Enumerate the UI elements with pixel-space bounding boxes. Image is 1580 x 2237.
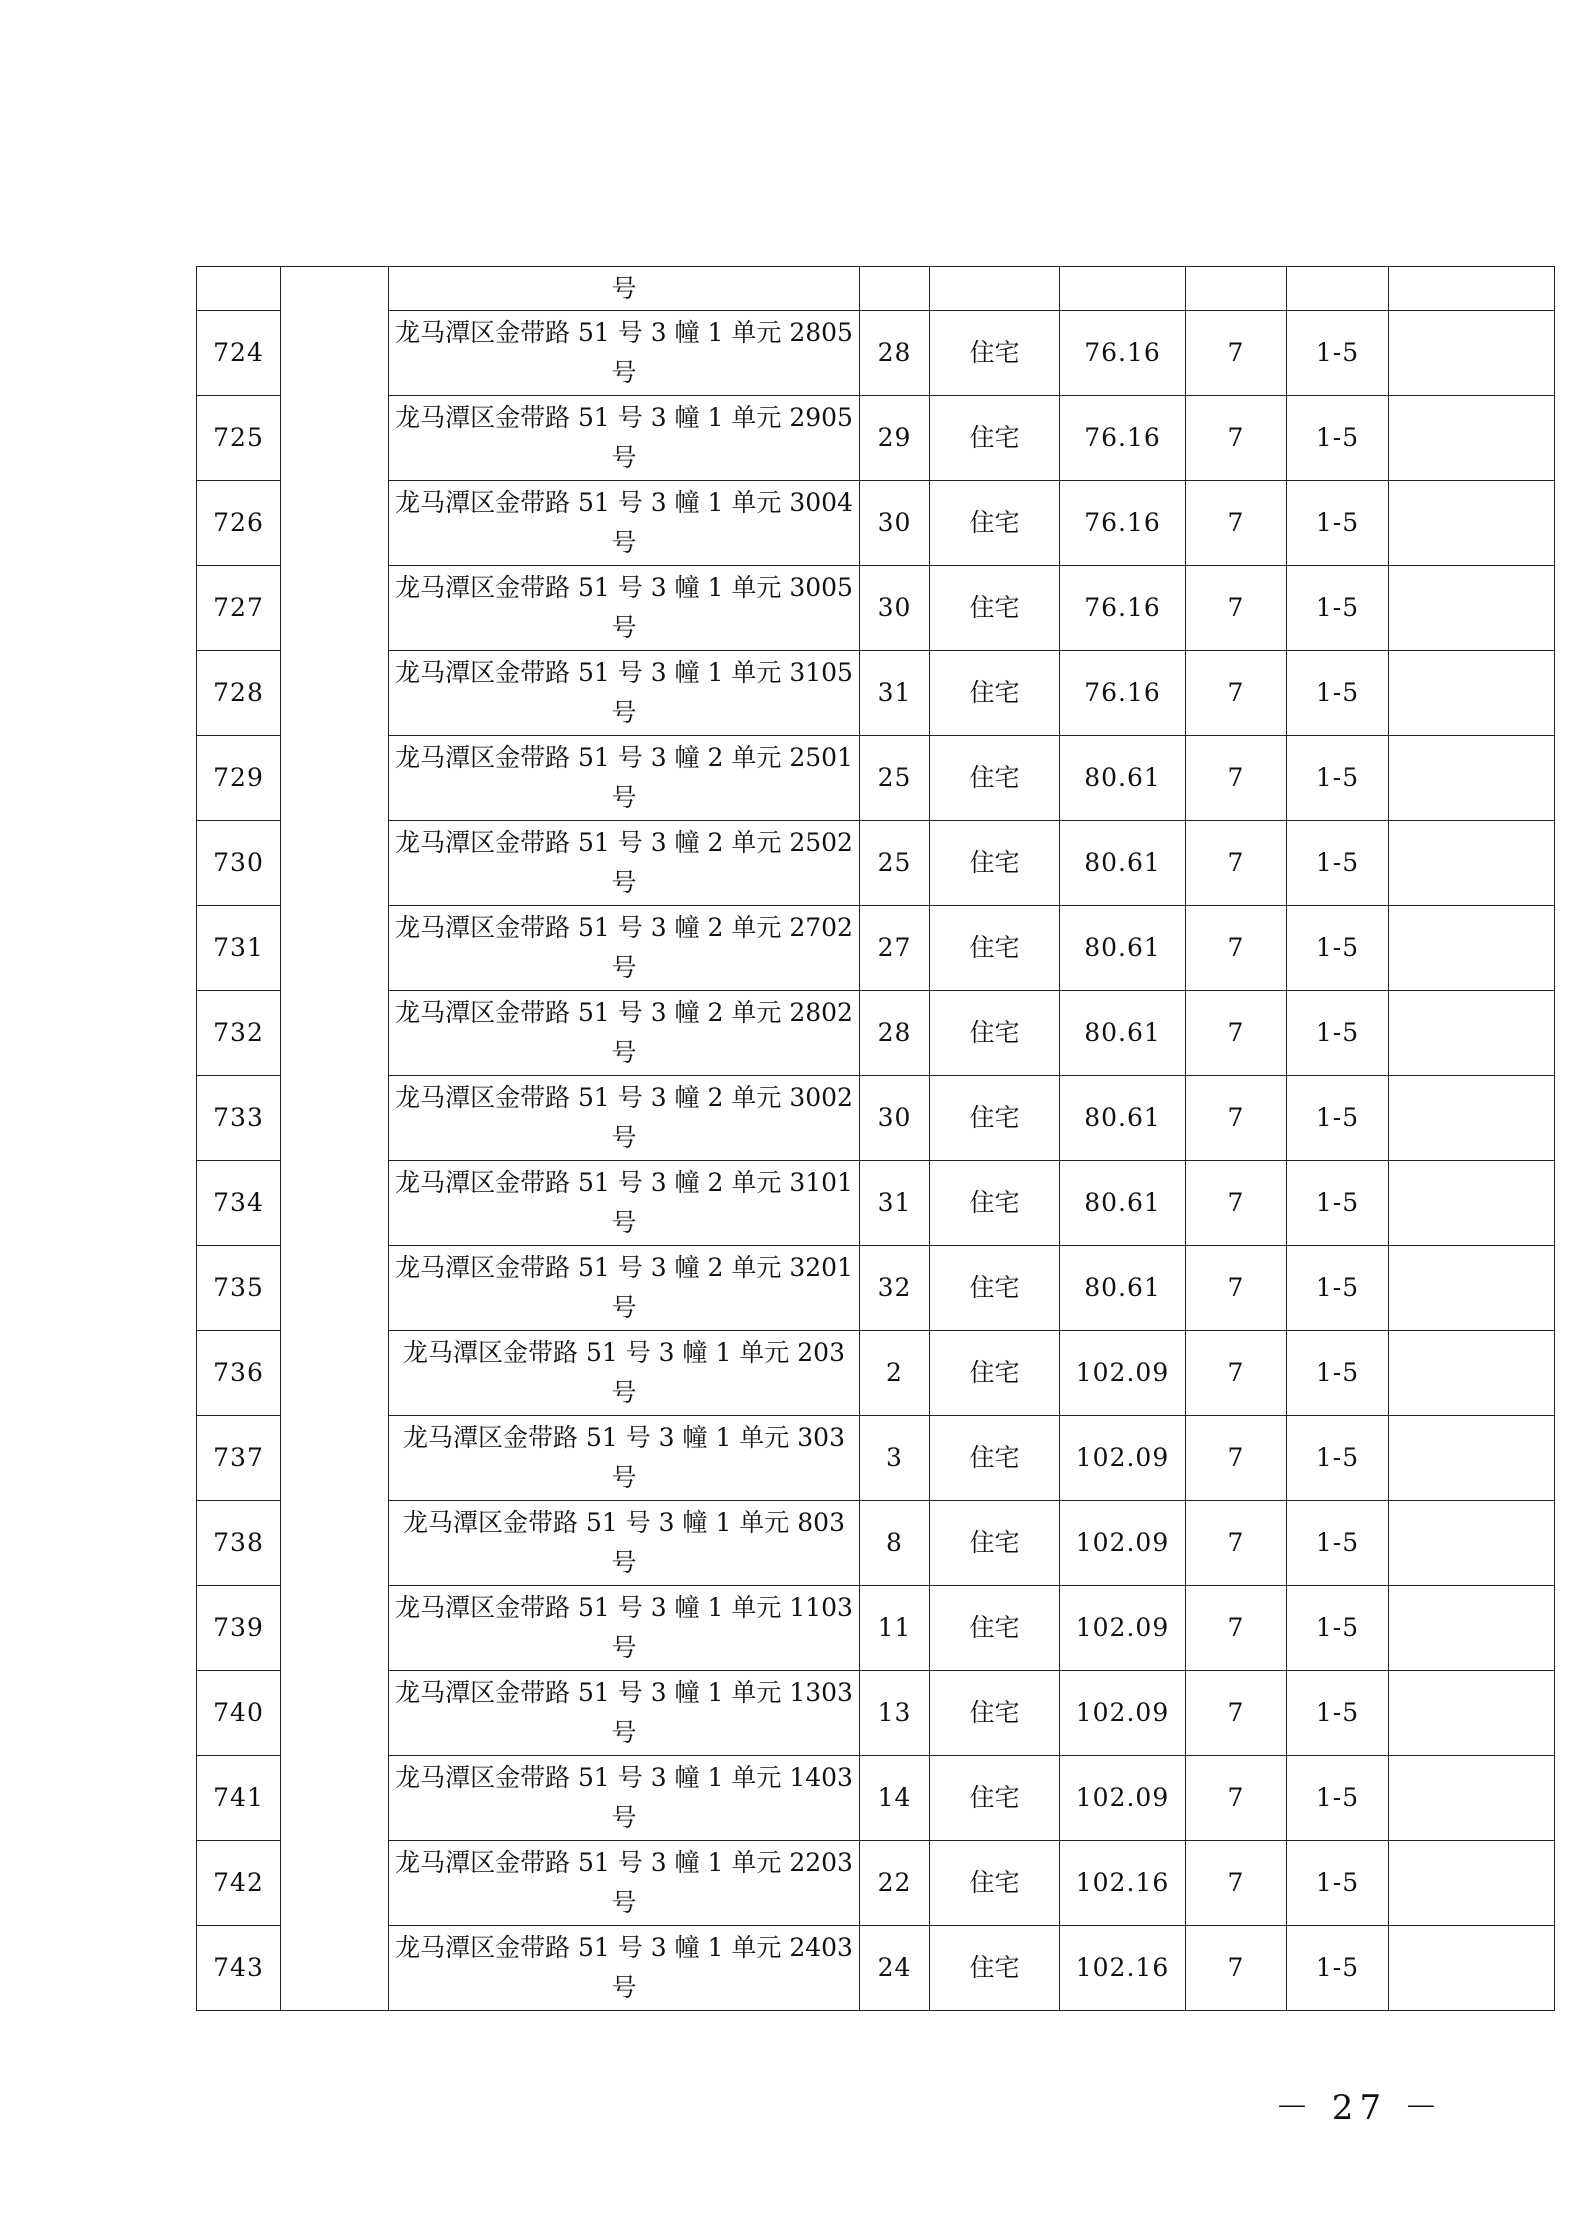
count-cell: 7 [1186, 736, 1287, 821]
index-cell: 742 [197, 1841, 281, 1926]
remark-cell [1389, 1501, 1555, 1586]
address-line-2: 号 [611, 443, 637, 472]
merged-group-cell [281, 267, 389, 2011]
index-cell: 730 [197, 821, 281, 906]
table-row [197, 821, 1555, 906]
count-cell: 7 [1186, 821, 1287, 906]
table-row-carry-over [197, 267, 1555, 311]
address-line-1: 龙马潭区金带路 51 号 3 幢 1 单元 2203 [395, 1848, 853, 1877]
floor-cell: 32 [860, 1246, 930, 1331]
remark-cell [1389, 991, 1555, 1076]
floor-cell: 22 [860, 1841, 930, 1926]
remark-cell [1389, 736, 1555, 821]
address-line-1: 龙马潭区金带路 51 号 3 幢 2 单元 3101 [395, 1168, 853, 1197]
remark-cell [1389, 1841, 1555, 1926]
table-row [197, 311, 1555, 396]
floor-cell: 30 [860, 481, 930, 566]
table-row [197, 1756, 1555, 1841]
remark-cell [1389, 566, 1555, 651]
use-cell: 住宅 [930, 906, 1060, 991]
range-cell: 1-5 [1287, 1926, 1389, 2011]
range-cell: 1-5 [1287, 1416, 1389, 1501]
use-cell: 住宅 [930, 1161, 1060, 1246]
address-line-1: 龙马潭区金带路 51 号 3 幢 1 单元 803 [403, 1508, 845, 1537]
use-cell: 住宅 [930, 1586, 1060, 1671]
count-cell: 7 [1186, 1076, 1287, 1161]
count-cell: 7 [1186, 1331, 1287, 1416]
address-line-1: 龙马潭区金带路 51 号 3 幢 1 单元 1303 [395, 1678, 853, 1707]
use-cell: 住宅 [930, 1076, 1060, 1161]
area-cell: 76.16 [1060, 651, 1186, 736]
floor-cell: 30 [860, 566, 930, 651]
range-cell: 1-5 [1287, 1331, 1389, 1416]
remark-cell [1389, 1926, 1555, 2011]
table-row [197, 396, 1555, 481]
index-cell: 726 [197, 481, 281, 566]
index-cell: 736 [197, 1331, 281, 1416]
use-cell: 住宅 [930, 396, 1060, 481]
remark-cell [1389, 1586, 1555, 1671]
address-line-1: 龙马潭区金带路 51 号 3 幢 1 单元 3004 [395, 488, 853, 517]
range-cell: 1-5 [1287, 481, 1389, 566]
address-cell [389, 1926, 860, 2011]
range-cell: 1-5 [1287, 1841, 1389, 1926]
area-cell: 102.09 [1060, 1756, 1186, 1841]
address-cell [389, 311, 860, 396]
area-cell: 80.61 [1060, 1246, 1186, 1331]
floor-cell: 31 [860, 1161, 930, 1246]
address-cell [389, 267, 860, 311]
use-cell: 住宅 [930, 1331, 1060, 1416]
count-cell: 7 [1186, 481, 1287, 566]
area-cell: 80.61 [1060, 821, 1186, 906]
floor-cell: 11 [860, 1586, 930, 1671]
floor-cell: 28 [860, 311, 930, 396]
range-cell: 1-5 [1287, 1076, 1389, 1161]
use-cell: 住宅 [930, 566, 1060, 651]
address-line-1: 龙马潭区金带路 51 号 3 幢 2 单元 3201 [395, 1253, 853, 1282]
count-cell: 7 [1186, 566, 1287, 651]
index-cell: 738 [197, 1501, 281, 1586]
address-line-1: 龙马潭区金带路 51 号 3 幢 2 单元 2702 [395, 913, 853, 942]
address-cell [389, 1076, 860, 1161]
use-cell: 住宅 [930, 1246, 1060, 1331]
count-cell: 7 [1186, 1161, 1287, 1246]
remark-cell [1389, 1076, 1555, 1161]
address-cell [389, 1501, 860, 1586]
remark-cell [1389, 821, 1555, 906]
area-cell: 102.09 [1060, 1331, 1186, 1416]
use-cell: 住宅 [930, 991, 1060, 1076]
address-line-1: 龙马潭区金带路 51 号 3 幢 1 单元 1403 [395, 1763, 853, 1792]
count-cell: 7 [1186, 1926, 1287, 2011]
range-cell: 1-5 [1287, 991, 1389, 1076]
table-row [197, 1841, 1555, 1926]
address-line-2: 号 [611, 1633, 637, 1662]
range-cell: 1-5 [1287, 821, 1389, 906]
address-line-2: 号 [611, 1548, 637, 1577]
address-line-1: 龙马潭区金带路 51 号 3 幢 1 单元 1103 [395, 1593, 853, 1622]
range-cell: 1-5 [1287, 396, 1389, 481]
table-row [197, 1076, 1555, 1161]
range-cell: 1-5 [1287, 566, 1389, 651]
table-row [197, 1671, 1555, 1756]
area-cell [1060, 267, 1186, 311]
area-cell: 80.61 [1060, 1076, 1186, 1161]
count-cell: 7 [1186, 1416, 1287, 1501]
use-cell: 住宅 [930, 821, 1060, 906]
index-cell: 737 [197, 1416, 281, 1501]
area-cell: 102.16 [1060, 1926, 1186, 2011]
address-line-2: 号 [611, 1888, 637, 1917]
count-cell: 7 [1186, 651, 1287, 736]
address-line-1: 龙马潭区金带路 51 号 3 幢 1 单元 2905 [395, 403, 853, 432]
table-body [197, 267, 1555, 2011]
address-line-2: 号 [611, 528, 637, 557]
index-cell: 729 [197, 736, 281, 821]
table-row [197, 736, 1555, 821]
address-cell [389, 396, 860, 481]
area-cell: 76.16 [1060, 566, 1186, 651]
address-cell [389, 1756, 860, 1841]
address-line-1: 龙马潭区金带路 51 号 3 幢 2 单元 2802 [395, 998, 853, 1027]
remark-cell [1389, 1416, 1555, 1501]
count-cell: 7 [1186, 1586, 1287, 1671]
range-cell: 1-5 [1287, 1501, 1389, 1586]
use-cell: 住宅 [930, 1841, 1060, 1926]
floor-cell: 24 [860, 1926, 930, 2011]
area-cell: 80.61 [1060, 1161, 1186, 1246]
floor-cell: 3 [860, 1416, 930, 1501]
use-cell: 住宅 [930, 481, 1060, 566]
address-line-2: 号 [611, 1208, 637, 1237]
area-cell: 80.61 [1060, 736, 1186, 821]
address-line-2: 号 [611, 1123, 637, 1152]
index-cell: 740 [197, 1671, 281, 1756]
range-cell [1287, 267, 1389, 311]
index-cell: 728 [197, 651, 281, 736]
address-line-1: 龙马潭区金带路 51 号 3 幢 1 单元 3005 [395, 573, 853, 602]
range-cell: 1-5 [1287, 736, 1389, 821]
address-cell [389, 566, 860, 651]
index-cell: 725 [197, 396, 281, 481]
area-cell: 80.61 [1060, 991, 1186, 1076]
index-cell: 727 [197, 566, 281, 651]
range-cell: 1-5 [1287, 1161, 1389, 1246]
address-line-2: 号 [611, 1973, 637, 2002]
floor-cell: 8 [860, 1501, 930, 1586]
count-cell: 7 [1186, 1501, 1287, 1586]
use-cell: 住宅 [930, 1416, 1060, 1501]
index-cell: 741 [197, 1756, 281, 1841]
address-cell [389, 1586, 860, 1671]
floor-cell: 14 [860, 1756, 930, 1841]
table-row [197, 1331, 1555, 1416]
address-line-1: 龙马潭区金带路 51 号 3 幢 1 单元 203 [403, 1338, 845, 1367]
use-cell: 住宅 [930, 1671, 1060, 1756]
address-cell [389, 991, 860, 1076]
table-row [197, 906, 1555, 991]
address-cell [389, 1671, 860, 1756]
index-cell: 731 [197, 906, 281, 991]
remark-cell [1389, 396, 1555, 481]
area-cell: 102.16 [1060, 1841, 1186, 1926]
count-cell: 7 [1186, 906, 1287, 991]
floor-cell: 25 [860, 736, 930, 821]
index-cell: 739 [197, 1586, 281, 1671]
address-line-1: 龙马潭区金带路 51 号 3 幢 2 单元 2502 [395, 828, 853, 857]
use-cell: 住宅 [930, 1501, 1060, 1586]
use-cell: 住宅 [930, 1756, 1060, 1841]
range-cell: 1-5 [1287, 1586, 1389, 1671]
address-line-2: 号 [611, 1718, 637, 1747]
address-line-1: 龙马潭区金带路 51 号 3 幢 1 单元 2805 [395, 318, 853, 347]
index-cell [197, 267, 281, 311]
address-cell [389, 1841, 860, 1926]
count-cell: 7 [1186, 1671, 1287, 1756]
count-cell: 7 [1186, 311, 1287, 396]
floor-cell [860, 267, 930, 311]
address-line-2: 号 [611, 783, 637, 812]
address-line-2: 号 [611, 1803, 637, 1832]
area-cell: 102.09 [1060, 1416, 1186, 1501]
address-line-2: 号 [611, 613, 637, 642]
address-line-2: 号 [611, 868, 637, 897]
range-cell: 1-5 [1287, 1671, 1389, 1756]
table-row [197, 481, 1555, 566]
range-cell: 1-5 [1287, 906, 1389, 991]
table-row [197, 1246, 1555, 1331]
remark-cell [1389, 906, 1555, 991]
table-row [197, 1586, 1555, 1671]
floor-cell: 2 [860, 1331, 930, 1416]
address-line-2: 号 [611, 1378, 637, 1407]
floor-cell: 29 [860, 396, 930, 481]
remark-cell [1389, 1331, 1555, 1416]
range-cell: 1-5 [1287, 1756, 1389, 1841]
count-cell: 7 [1186, 991, 1287, 1076]
range-cell: 1-5 [1287, 651, 1389, 736]
address-line-1: 龙马潭区金带路 51 号 3 幢 2 单元 3002 [395, 1083, 853, 1112]
table-row [197, 1501, 1555, 1586]
address-line-1: 龙马潭区金带路 51 号 3 幢 2 单元 2501 [395, 743, 853, 772]
index-cell: 732 [197, 991, 281, 1076]
use-cell: 住宅 [930, 1926, 1060, 2011]
area-cell: 76.16 [1060, 311, 1186, 396]
address-cell [389, 906, 860, 991]
remark-cell [1389, 651, 1555, 736]
area-cell: 102.09 [1060, 1501, 1186, 1586]
index-cell: 724 [197, 311, 281, 396]
remark-cell [1389, 1756, 1555, 1841]
use-cell: 住宅 [930, 311, 1060, 396]
remark-cell [1389, 1671, 1555, 1756]
index-cell: 733 [197, 1076, 281, 1161]
area-cell: 76.16 [1060, 396, 1186, 481]
count-cell: 7 [1186, 1841, 1287, 1926]
floor-cell: 31 [860, 651, 930, 736]
address-line-1: 龙马潭区金带路 51 号 3 幢 1 单元 2403 [395, 1933, 853, 1962]
count-cell: 7 [1186, 396, 1287, 481]
count-cell [1186, 267, 1287, 311]
area-cell: 102.09 [1060, 1671, 1186, 1756]
address-line-1: 龙马潭区金带路 51 号 3 幢 1 单元 303 [403, 1423, 845, 1452]
address-cell [389, 1161, 860, 1246]
address-line-2: 号 [611, 953, 637, 982]
address-line-2: 号 [611, 358, 637, 387]
address-cell [389, 651, 860, 736]
range-cell: 1-5 [1287, 1246, 1389, 1331]
address-tail: 号 [611, 273, 637, 303]
remark-cell [1389, 481, 1555, 566]
address-line-2: 号 [611, 1038, 637, 1067]
index-cell: 734 [197, 1161, 281, 1246]
address-line-1: 龙马潭区金带路 51 号 3 幢 1 单元 3105 [395, 658, 853, 687]
use-cell [930, 267, 1060, 311]
use-cell: 住宅 [930, 651, 1060, 736]
address-cell [389, 481, 860, 566]
table-row [197, 991, 1555, 1076]
table-row [197, 1161, 1555, 1246]
floor-cell: 13 [860, 1671, 930, 1756]
address-cell [389, 821, 860, 906]
count-cell: 7 [1186, 1756, 1287, 1841]
property-table [196, 266, 1555, 2011]
address-line-2: 号 [611, 1463, 637, 1492]
address-cell [389, 1246, 860, 1331]
address-line-2: 号 [611, 1293, 637, 1322]
floor-cell: 28 [860, 991, 930, 1076]
address-cell [389, 736, 860, 821]
table-row [197, 1416, 1555, 1501]
count-cell: 7 [1186, 1246, 1287, 1331]
remark-cell [1389, 1246, 1555, 1331]
range-cell: 1-5 [1287, 311, 1389, 396]
floor-cell: 30 [860, 1076, 930, 1161]
index-cell: 743 [197, 1926, 281, 2011]
address-cell [389, 1331, 860, 1416]
table-row [197, 1926, 1555, 2011]
remark-cell [1389, 311, 1555, 396]
address-cell [389, 1416, 860, 1501]
floor-cell: 25 [860, 821, 930, 906]
floor-cell: 27 [860, 906, 930, 991]
table-row [197, 566, 1555, 651]
index-cell: 735 [197, 1246, 281, 1331]
remark-cell [1389, 1161, 1555, 1246]
page-number: － 27 － [1275, 2088, 1444, 2128]
use-cell: 住宅 [930, 736, 1060, 821]
area-cell: 80.61 [1060, 906, 1186, 991]
address-line-2: 号 [611, 698, 637, 727]
area-cell: 102.09 [1060, 1586, 1186, 1671]
area-cell: 76.16 [1060, 481, 1186, 566]
remark-cell [1389, 267, 1555, 311]
table-row [197, 651, 1555, 736]
